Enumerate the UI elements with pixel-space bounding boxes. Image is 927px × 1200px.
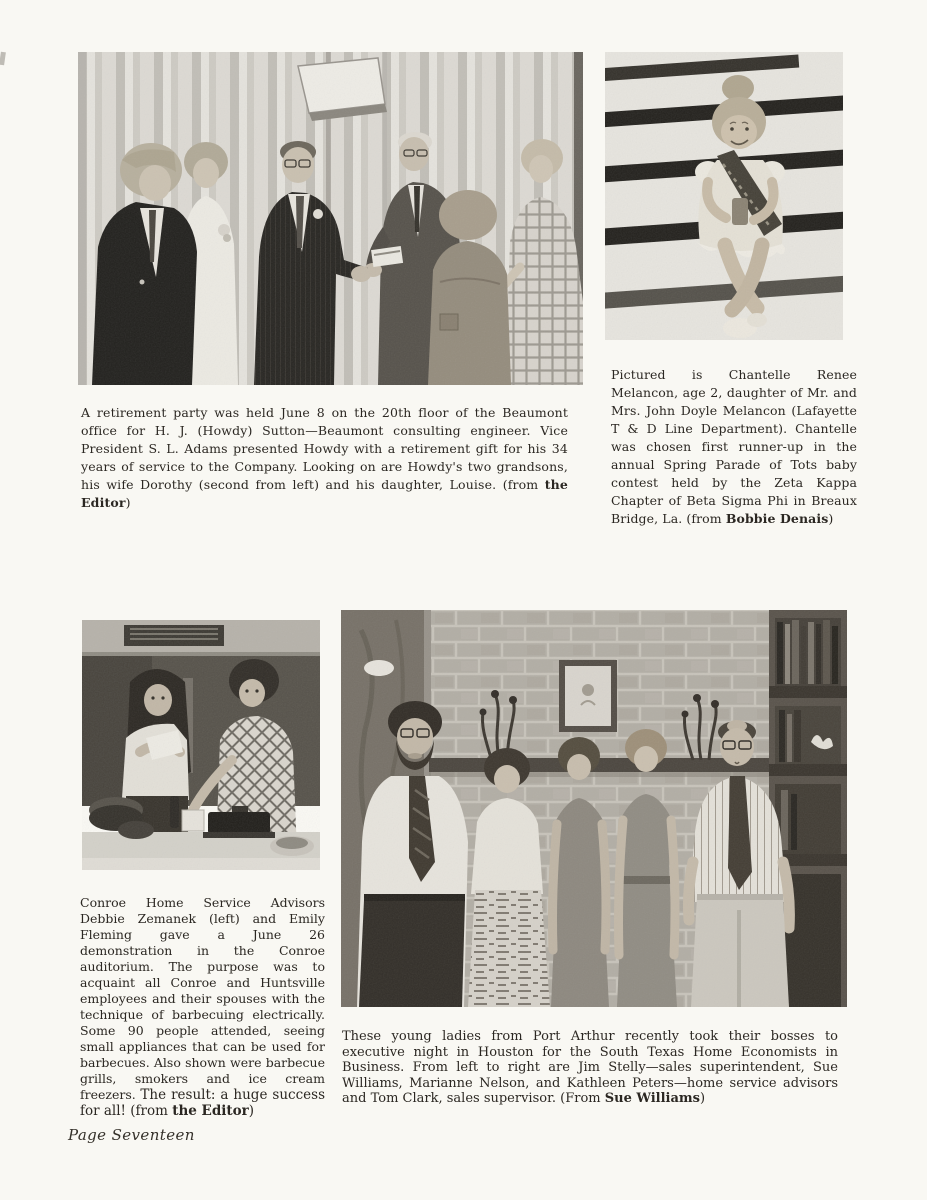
scan-artifact [0, 52, 6, 66]
page-number: Page Seventeen [68, 1126, 195, 1144]
port-arthur-illustration [341, 610, 847, 1007]
caption-chantelle-text: Pictured is Chantelle Renee Melancon, age 2, daughter of Mr. and Mrs. John Doyle Melancon (Lafayette T & D Line Department). Chantelle was chosen first runner-up in the annual Spring Parade of Tots baby contest held by the Zeta Kappa Chapter of Beta Sigma Phi in Breaux Bridge, La. (from [611, 366, 857, 526]
caption-port-arthur-credit: Sue Williams [604, 1091, 700, 1106]
caption-conroe-credit: the Editor [172, 1102, 249, 1119]
caption-port-arthur-text: These young ladies from Port Arthur recently took their bosses to executive night in Houston for the South Texas Home Economists in Business. From left to right are Jim Stelly—sales superintendent, Sue Williams, Marianne Nelson, and Kathleen Peters—home service advisors and Tom Clark, sales supervisor. (From [342, 1029, 838, 1106]
photo-conroe-demo [82, 620, 320, 870]
caption-port-arthur: These young ladies from Port Arthur recently took their bosses to executive night in Houston for the South Texas Home Economists in Business. From left to right are Jim Stelly—sales superintendent, Sue Williams, Marianne Nelson, and Kathleen Peters—home service advisors and Tom Clark, sales supervisor. (From Sue Williams) [342, 1029, 838, 1106]
caption-conroe-text: Conroe Home Service Advisors Debbie Zemanek (left) and Emily Fleming gave a June 26 demonstration in the Conroe auditorium. The purpose was to acquaint all Conroe and Huntsville employees and their spouses with the technique of barbecuing electrically. Some 90 people attended, seeing small appliances that can be used for barbecues. Also shown were barbecue grills, smokers and ice cream freezers. [80, 894, 325, 1102]
caption-retirement-credit: the Editor [81, 476, 568, 510]
conroe-demo-illustration [82, 620, 320, 870]
retirement-party-illustration [78, 52, 583, 385]
caption-retirement-text: A retirement party was held June 8 on the 20th floor of the Beaumont office for H. J. (Howdy) Sutton—Beaumont consulting engineer. Vice President S. L. Adams presented Howdy with a retirement gift for his 34 years of service to the Company. Looking on are Howdy's two grandsons, his wife Dorothy (second from left) and his daughter, Louise. (from [81, 404, 568, 492]
chantelle-illustration [605, 52, 843, 340]
photo-port-arthur-group [341, 610, 847, 1007]
photo-retirement-party [78, 52, 583, 385]
caption-conroe: Conroe Home Service Advisors Debbie Zemanek (left) and Emily Fleming gave a June 26 demonstration in the Conroe auditorium. The purpose was to acquaint all Conroe and Huntsville employees and their spouses with the technique of barbecuing electrically. Some 90 people attended, seeing small appliances that can be used for barbecues. Also shown were barbecue grills, smokers and ice cream freezers. The result: a huge success for all! (from the Editor) [80, 894, 325, 1119]
photo-chantelle-stairs [605, 52, 843, 340]
caption-conroe-tail: The result: a huge success for all! (from [80, 1086, 325, 1119]
caption-chantelle: Pictured is Chantelle Renee Melancon, age 2, daughter of Mr. and Mrs. John Doyle Melancon (Lafayette T & D Line Department). Chantelle was chosen first runner-up in the annual Spring Parade of Tots baby contest held by the Zeta Kappa Chapter of Beta Sigma Phi in Breaux Bridge, La. (from Bobbie Denais) [611, 366, 857, 526]
caption-retirement-party: A retirement party was held June 8 on the 20th floor of the Beaumont office for H. J. (Howdy) Sutton—Beaumont consulting engineer. Vice President S. L. Adams presented Howdy with a retirement gift for his 34 years of service to the Company. Looking on are Howdy's two grandsons, his wife Dorothy (second from left) and his daughter, Louise. (from the Editor) [81, 404, 568, 510]
caption-chantelle-credit: Bobbie Denais [725, 510, 829, 526]
